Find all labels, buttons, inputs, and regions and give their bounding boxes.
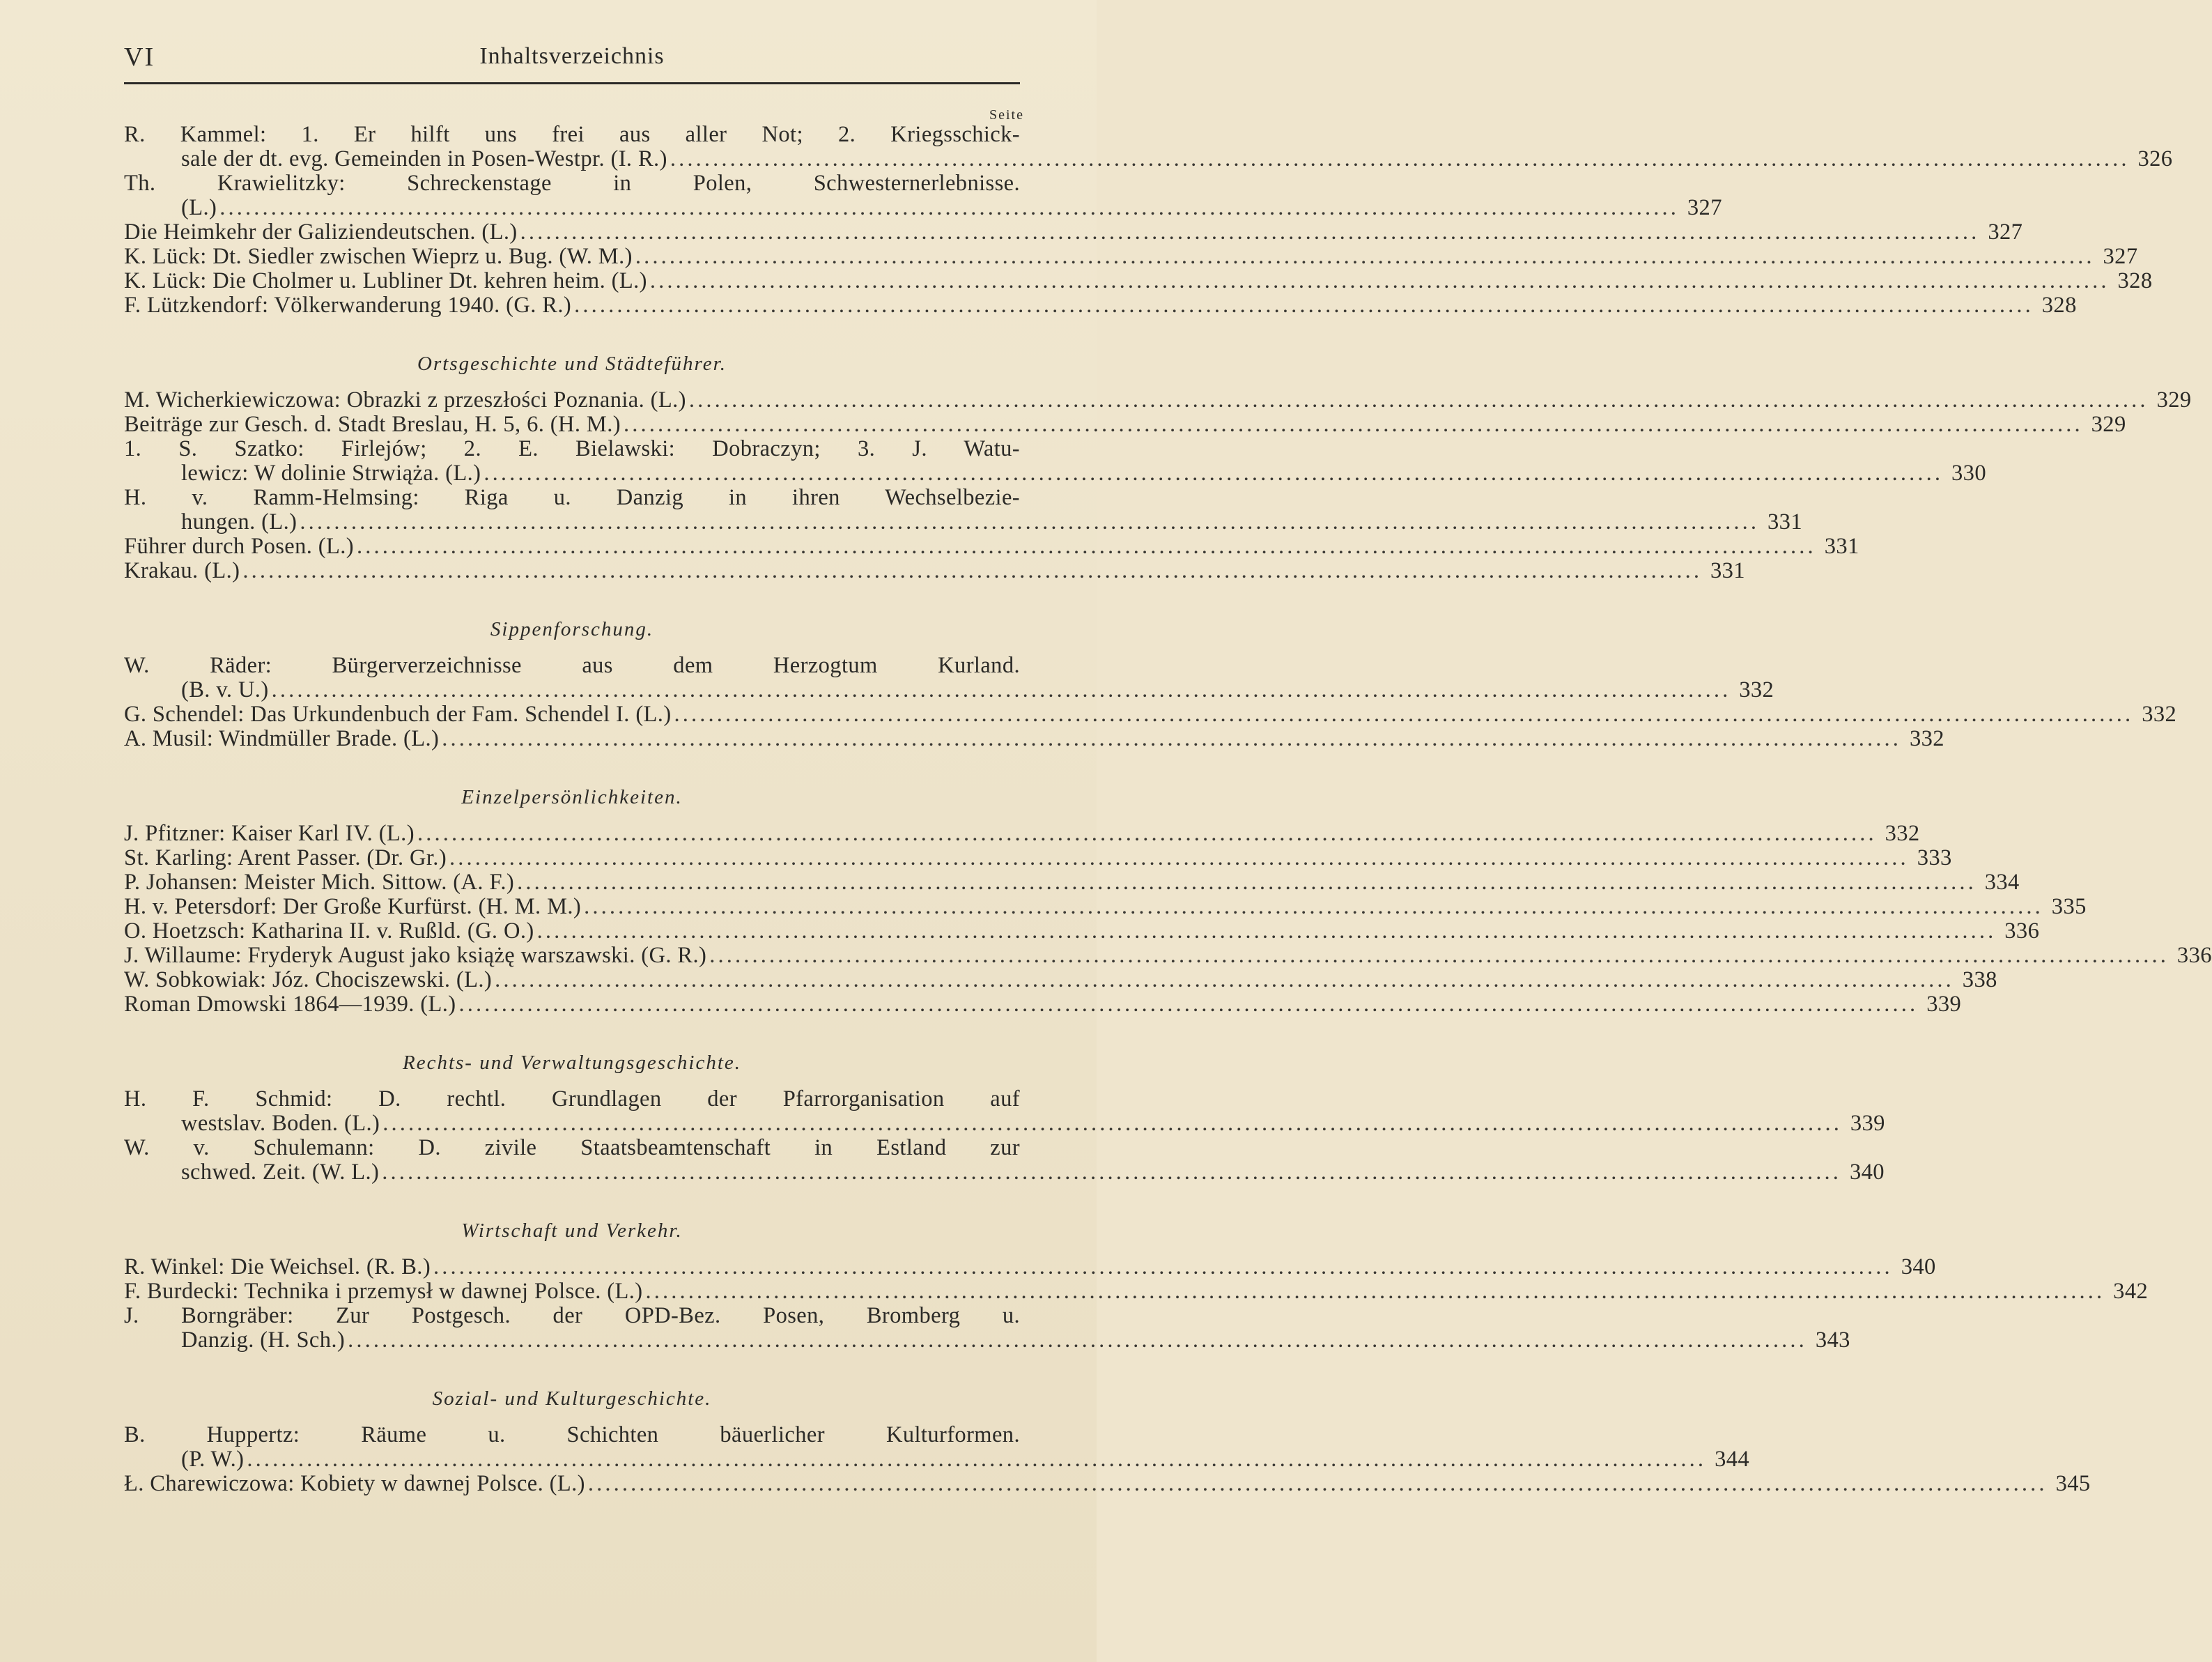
page-ref: 339 (1926, 992, 1962, 1017)
toc-entry (124, 726, 1944, 751)
entry-first-line: B. Huppertz: Räume u. Schichten bäuerlicher Kulturformen. (124, 1422, 1020, 1447)
entry-first-line: W. v. Schulemann: D. zivile Staatsbeamtenschaft in Estland zur (124, 1135, 1020, 1160)
entry-text: A. Musil: Windmüller Brade. (L.) (124, 726, 440, 751)
entry-last-line (124, 1328, 1850, 1353)
entry-last-line (124, 1160, 1885, 1185)
section-heading: Ortsgeschichte und Städteführer. (417, 353, 727, 375)
toc-entry (124, 943, 2212, 968)
page-number: VI (124, 43, 155, 72)
leader-dots (269, 678, 1730, 702)
page-ref: 332 (1739, 677, 1774, 702)
page-ref: 326 (2137, 146, 2173, 171)
entry-last-line (124, 918, 2040, 944)
entry-last-line (124, 1279, 2149, 1304)
toc-entry (124, 412, 2126, 437)
leader-dots (492, 968, 1953, 992)
section-heading: Einzelpersönlichkeiten. (461, 786, 683, 808)
toc-entry (124, 293, 2077, 318)
toc-entry (124, 1086, 1885, 1136)
entry-text: (P. W.) (181, 1447, 245, 1472)
leader-dots (244, 1447, 1705, 1472)
entry-text: K. Lück: Dt. Siedler zwischen Wieprz u. Bug. (W. M.) (124, 244, 633, 269)
toc-entry (124, 1303, 1850, 1353)
toc-entry (124, 702, 2177, 727)
page-ref: 345 (2055, 1471, 2091, 1496)
entry-first-line: R. Kammel: 1. Er hilft uns frei aus aller Not; 2. Kriegsschick- (124, 122, 1020, 147)
page-ref: 328 (2041, 293, 2077, 318)
entry-last-line (124, 146, 2173, 171)
entry-last-line (124, 195, 1722, 220)
toc-entry (124, 1471, 2091, 1496)
toc-entry (124, 534, 1859, 559)
leader-dots (643, 1279, 2104, 1304)
entry-first-line: W. Räder: Bürgerverzeichnisse aus dem Herzogtum Kurland. (124, 653, 1020, 678)
toc-entry (124, 1279, 2149, 1304)
page-ref: 336 (2176, 943, 2212, 968)
leader-dots (647, 269, 2108, 293)
toc-entry (124, 894, 2087, 919)
toc-entry (124, 1135, 1885, 1185)
page-header (124, 42, 1020, 84)
entry-text: Führer durch Posen. (L.) (124, 534, 355, 559)
entry-text: St. Karling: Arent Passer. (Dr. Gr.) (124, 845, 447, 870)
leader-dots (415, 822, 1875, 846)
page-ref: 329 (2091, 412, 2126, 437)
entry-last-line (124, 677, 1774, 702)
leader-dots (431, 1255, 1892, 1279)
entry-text: F. Lützkendorf: Völkerwanderung 1940. (G. R.) (124, 293, 572, 318)
entry-text: O. Hoetzsch: Katharina II. v. Rußld. (G. O.) (124, 918, 534, 944)
toc-entry (124, 171, 1722, 220)
entry-last-line (124, 461, 1986, 486)
page-ref: 330 (1951, 461, 1986, 486)
entry-last-line (124, 244, 2138, 269)
page-ref: 342 (2113, 1279, 2149, 1304)
page-ref: 331 (1710, 558, 1745, 583)
leader-dots (633, 245, 2094, 269)
toc-entry (124, 918, 2040, 944)
entry-first-line: H. v. Ramm-Helmsing: Riga u. Danzig in ihren Wechselbezie- (124, 485, 1020, 510)
entry-text: (B. v. U.) (181, 677, 269, 702)
leader-dots (297, 510, 1758, 534)
entry-text: Danzig. (H. Sch.) (181, 1328, 346, 1353)
entry-last-line (124, 1471, 2091, 1496)
entry-first-line: J. Borngräber: Zur Postgesch. der OPD-Bez. Posen, Bromberg u. (124, 1303, 1020, 1328)
toc-entry (124, 967, 1997, 992)
toc-entry (124, 992, 1962, 1017)
running-title: Inhaltsverzeichnis (479, 43, 665, 69)
toc-entry (124, 1422, 1750, 1472)
page-ref: 333 (1917, 845, 1952, 870)
page-ref: 331 (1824, 534, 1859, 559)
leader-dots (240, 559, 1701, 583)
leader-dots (672, 702, 2133, 727)
entry-last-line (124, 268, 2153, 293)
entry-last-line (124, 845, 1952, 870)
entry-text: J. Willaume: Fryderyk August jako książę warszawski. (G. R.) (124, 943, 707, 968)
leader-dots (354, 534, 1815, 559)
entry-text: lewicz: W dolinie Strwiąża. (L.) (181, 461, 481, 486)
section-heading: Sozial- und Kulturgeschichte. (432, 1387, 712, 1410)
page-ref: 332 (1909, 726, 1944, 751)
entry-last-line (124, 821, 1920, 846)
entry-text: K. Lück: Die Cholmer u. Lubliner Dt. kehren heim. (L.) (124, 268, 647, 293)
entry-last-line (124, 293, 2077, 318)
page-ref: 340 (1849, 1160, 1885, 1185)
section-heading: Wirtschaft und Verkehr. (461, 1219, 683, 1242)
entry-text: Die Heimkehr der Galiziendeutschen. (L.) (124, 220, 518, 245)
leader-dots (571, 293, 2032, 318)
seite-label: Seite (989, 107, 1024, 123)
page-ref: 338 (1962, 967, 1997, 992)
leader-dots (686, 388, 2147, 413)
entry-text: (L.) (181, 195, 217, 220)
entry-text: hungen. (L.) (181, 509, 297, 534)
page-ref: 328 (2117, 268, 2153, 293)
entry-text: Krakau. (L.) (124, 558, 240, 583)
entry-last-line (124, 1111, 1885, 1136)
page-ref: 332 (2142, 702, 2177, 727)
entry-text: J. Pfitzner: Kaiser Karl IV. (L.) (124, 821, 415, 846)
leader-dots (217, 196, 1678, 220)
entry-text: W. Sobkowiak: Józ. Chociszewski. (L.) (124, 967, 493, 992)
page-ref: 344 (1715, 1447, 1750, 1472)
entry-first-line: Th. Krawielitzky: Schreckenstage in Polen, Schwesternerlebnisse. (124, 171, 1020, 196)
entry-text: westslav. Boden. (L.) (181, 1111, 380, 1136)
entry-last-line (124, 726, 1944, 751)
leader-dots (621, 413, 2082, 437)
leader-dots (585, 1472, 2046, 1496)
entry-text: G. Schendel: Das Urkundenbuch der Fam. Schendel I. (L.) (124, 702, 672, 727)
page-ref: 334 (1984, 870, 2020, 895)
entry-last-line (124, 967, 1997, 992)
entry-text: Beiträge zur Gesch. d. Stadt Breslau, H. 5, 6. (H. M.) (124, 412, 621, 437)
page-ref: 336 (2004, 918, 2040, 944)
toc-entry (124, 268, 2153, 293)
entry-last-line (124, 702, 2177, 727)
page-ref: 343 (1815, 1328, 1850, 1353)
toc-entry (124, 870, 2020, 895)
toc-entry (124, 244, 2138, 269)
toc-entry (124, 220, 2023, 245)
toc-entry (124, 558, 1745, 583)
entry-text: schwed. Zeit. (W. L.) (181, 1160, 380, 1185)
entry-last-line (124, 992, 1962, 1017)
header-rule (124, 82, 1020, 84)
entry-text: P. Johansen: Meister Mich. Sittow. (A. F.) (124, 870, 515, 895)
leader-dots (518, 220, 1979, 245)
entry-text: M. Wicherkiewiczowa: Obrazki z przeszłości Poznania. (L.) (124, 387, 686, 413)
page-ref: 332 (1885, 821, 1920, 846)
toc-entry (124, 845, 1952, 870)
entry-text: H. v. Petersdorf: Der Große Kurfürst. (H. M. M.) (124, 894, 582, 919)
entry-last-line (124, 534, 1859, 559)
leader-dots (667, 147, 2128, 171)
entry-first-line: 1. S. Szatko: Firlejów; 2. E. Bielawski: Dobraczyn; 3. J. Watu- (124, 436, 1020, 461)
entry-text: Ł. Charewiczowa: Kobiety w dawnej Polsce. (L.) (124, 1471, 585, 1496)
toc-entry (124, 653, 1774, 702)
entry-last-line (124, 943, 2212, 968)
section-heading: Sippenforschung. (490, 618, 654, 640)
toc-entry (124, 1254, 1936, 1279)
page-ref: 340 (1901, 1254, 1936, 1279)
leader-dots (345, 1328, 1806, 1353)
page-ref: 339 (1850, 1111, 1885, 1136)
page-ref: 329 (2156, 387, 2192, 413)
entry-last-line (124, 1254, 1936, 1279)
entry-text: sale der dt. evg. Gemeinden in Posen-Westpr. (I. R.) (181, 146, 667, 171)
leader-dots (514, 870, 1975, 895)
toc-entry (124, 436, 1986, 486)
content-area (124, 42, 2212, 1496)
entry-last-line (124, 220, 2023, 245)
leader-dots (447, 846, 1908, 870)
leader-dots (534, 919, 1995, 944)
leader-dots (439, 727, 1900, 751)
page-ref: 327 (1988, 220, 2023, 245)
leader-dots (380, 1111, 1841, 1136)
leader-dots (706, 944, 2167, 968)
entry-text: F. Burdecki: Technika i przemysł w dawnej Polsce. (L.) (124, 1279, 643, 1304)
entry-last-line (124, 1447, 1750, 1472)
leader-dots (481, 461, 1942, 486)
section-heading: Rechts- und Verwaltungsgeschichte. (403, 1052, 741, 1074)
toc-entry (124, 387, 2192, 413)
entry-last-line (124, 509, 1802, 534)
entry-text: R. Winkel: Die Weichsel. (R. B.) (124, 1254, 431, 1279)
entry-last-line (124, 412, 2126, 437)
page-ref: 327 (2103, 244, 2138, 269)
entry-last-line (124, 894, 2087, 919)
toc-entry (124, 485, 1802, 534)
leader-dots (379, 1160, 1840, 1185)
page-ref: 331 (1768, 509, 1802, 534)
entry-last-line (124, 387, 2192, 413)
table-of-contents (124, 122, 2212, 1496)
page-ref: 335 (2051, 894, 2087, 919)
entry-last-line (124, 558, 1745, 583)
page-ref: 327 (1687, 195, 1722, 220)
leader-dots (456, 992, 1917, 1017)
leader-dots (581, 895, 2042, 919)
toc-entry (124, 122, 2173, 171)
toc-entry (124, 821, 1920, 846)
entry-last-line (124, 870, 2020, 895)
entry-first-line: H. F. Schmid: D. rechtl. Grundlagen der Pfarrorganisation auf (124, 1086, 1020, 1111)
entry-text: Roman Dmowski 1864—1939. (L.) (124, 992, 456, 1017)
